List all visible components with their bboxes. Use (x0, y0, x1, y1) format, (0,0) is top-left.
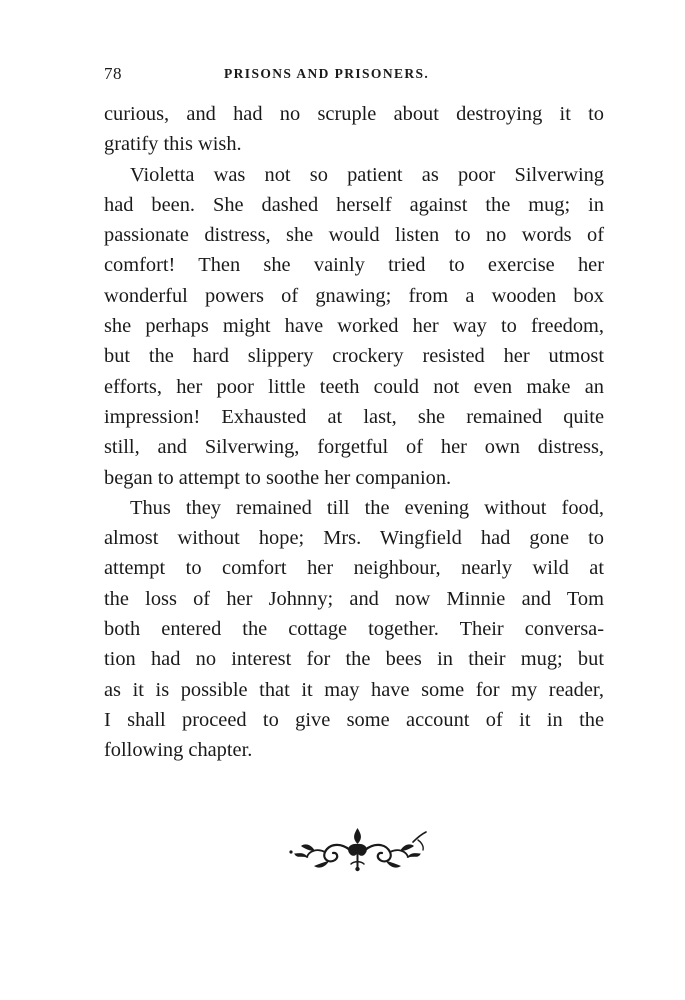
text-line: impression! Exhausted at last, she remained quite (104, 405, 604, 428)
text-line: tion had no interest for the bees in their mug; but (104, 648, 604, 671)
text-line: I shall proceed to give some account of it in the (104, 708, 604, 731)
text-line: almost without hope; Mrs. Wingfield had gone to (104, 527, 604, 550)
text-line: the loss of her Johnny; and now Minnie and Tom (104, 587, 604, 610)
text-line: began to attempt to soothe her companion. (104, 466, 452, 489)
text-line: wonderful powers of gnawing; from a wooden box (104, 284, 604, 307)
text-line: curious, and had no scruple about destroying it to (104, 103, 604, 125)
text-line: efforts, her poor little teeth could not even make an (104, 375, 604, 398)
text-line: but the hard slippery crockery resisted her utmost (104, 345, 604, 368)
text-line: had been. She dashed herself against the mug; in (104, 193, 604, 216)
text-line: Thus they remained till the evening without food, (130, 496, 604, 519)
floral-tailpiece-icon (285, 824, 430, 872)
text-line: as it is possible that it may have some for my reader, (104, 678, 604, 701)
text-line: Violetta was not so patient as poor Silverwing (130, 163, 604, 186)
text-line: still, and Silverwing, forgetful of her own distress, (104, 436, 604, 459)
running-head (104, 64, 604, 88)
text-line: she perhaps might have worked her way to freedom, (104, 315, 604, 338)
text-line: attempt to comfort her neighbour, nearly wild at (104, 557, 604, 580)
text-line: gratify this wish. (104, 133, 242, 156)
page-number: 78 (104, 64, 122, 83)
text-line: passionate distress, she would listen to no words of (104, 224, 604, 247)
text-line: both entered the cottage together. Their conversa- (104, 618, 604, 641)
body-text (104, 99, 604, 766)
running-title: PRISONS AND PRISONERS. (224, 66, 430, 81)
text-line: comfort! Then she vainly tried to exercise her (104, 254, 604, 277)
text-line: following chapter. (104, 739, 253, 762)
